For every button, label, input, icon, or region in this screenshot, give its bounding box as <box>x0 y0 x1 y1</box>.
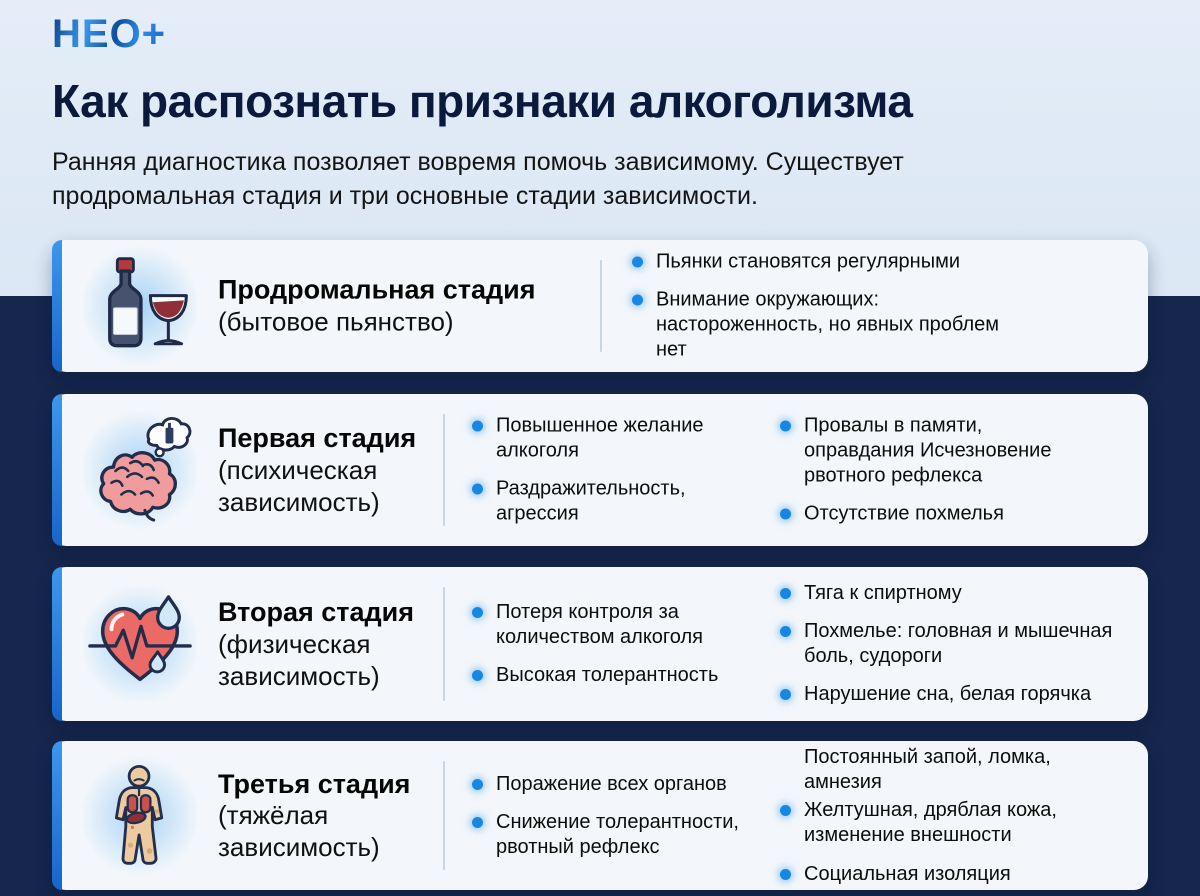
bullet-item <box>780 502 1080 527</box>
stage-name: Вторая стадия <box>218 596 415 627</box>
brain-thought-bottle-icon <box>76 407 204 533</box>
bullet-dot-icon <box>472 817 483 828</box>
bullet-text: Внимание окружающих: настороженность, но явных проблем нет <box>656 288 999 361</box>
bullet-text: Отсутствие похмелья <box>804 502 1004 525</box>
stage-bullet-list <box>780 745 1120 887</box>
stage-head <box>218 596 448 692</box>
subtitle-line-2: продромальная стадия и три основные стадии зависимости. <box>52 181 758 210</box>
stage-head <box>218 274 588 339</box>
bullet-dot-icon <box>780 689 791 700</box>
brain-thought-bottle-graphic <box>86 416 194 524</box>
bullet-text: Тяга к спиртному <box>804 582 962 604</box>
stage-card-first <box>52 394 1148 546</box>
bullet-item <box>780 581 1120 606</box>
bullet-text: Снижение толерантности, рвотный рефлекс <box>496 810 739 858</box>
card-accent-bar <box>52 394 62 546</box>
bullet-dot-icon <box>472 779 483 790</box>
bullet-text: Высокая толерантность <box>496 664 719 686</box>
stage-name: Первая стадия <box>218 422 417 453</box>
bullet-text: Пьянки становятся регулярными <box>656 250 960 273</box>
bullet-text: Повышенное желание алкоголя <box>496 414 704 462</box>
bullet-dot-icon <box>632 295 643 306</box>
wine-bottle-and-glass-icon <box>76 243 204 369</box>
neo-plus-logo: НЕО+ <box>52 12 167 56</box>
stage-card-prodromal <box>52 240 1148 372</box>
bullet-text: Желтушная, дряблая кожа, изменение внешности <box>804 798 1057 846</box>
stage-bullet-list <box>472 772 742 860</box>
bullet-item <box>472 663 742 688</box>
bullet-item <box>780 745 1120 795</box>
bullet-item <box>472 477 742 527</box>
bullet-item <box>780 682 1120 707</box>
card-accent-bar <box>52 741 62 890</box>
wine-bottle-and-glass-graphic <box>88 254 192 358</box>
page-subtitle <box>52 146 904 213</box>
bullet-dot-icon <box>780 509 791 520</box>
subtitle-line-1: Ранняя диагностика позволяет вовремя помочь зависимому. Существует <box>52 148 904 176</box>
bullet-dot-icon <box>472 670 483 681</box>
bullet-dot-icon <box>472 484 483 495</box>
bullet-item <box>472 600 742 650</box>
card-accent-bar <box>52 567 62 721</box>
page-title: Как распознать признаки алкоголизма <box>52 75 913 127</box>
bullet-text: Постоянный запой, ломка, амнезия <box>804 745 1051 793</box>
stage-card-second <box>52 567 1148 721</box>
stage-card-third <box>52 741 1148 890</box>
bullet-text: Раздражительность, агрессия <box>496 477 686 525</box>
column-divider <box>443 587 445 701</box>
stage-head <box>218 767 448 863</box>
stage-bullet-list <box>472 600 742 688</box>
bullet-text: Поражение всех органов <box>496 772 727 795</box>
bullet-dot-icon <box>780 869 791 880</box>
stage-bullet-list <box>632 250 1032 363</box>
stage-qualifier: (физическая зависимость) <box>218 628 380 691</box>
human-body-organs-graphic <box>88 764 192 868</box>
bullet-text: Провалы в памяти, оправдания Исчезновение рвотного рефлекса <box>804 414 1052 487</box>
stage-qualifier: (психическая зависимость) <box>218 454 380 517</box>
bullet-text: Социальная изоляция <box>804 862 1011 885</box>
stage-name: Третья стадия <box>218 768 411 799</box>
stage-qualifier: (тяжёлая зависимость) <box>218 800 380 862</box>
bullet-item <box>780 798 1120 848</box>
bullet-item <box>632 288 1032 363</box>
bullet-dot-icon <box>632 257 643 268</box>
bullet-dot-icon <box>780 588 791 599</box>
stage-bullet-list <box>780 414 1080 527</box>
stage-name: Продромальная стадия <box>218 274 536 305</box>
bullet-text: Нарушение сна, белая горячка <box>804 683 1092 705</box>
bullet-text: Потеря контроля за количеством алкоголя <box>496 601 703 648</box>
bullet-item <box>472 810 742 860</box>
human-body-organs-icon <box>76 753 204 879</box>
column-divider <box>443 761 445 870</box>
bullet-item <box>780 414 1080 489</box>
bullet-item <box>472 772 742 797</box>
bullet-item <box>632 250 1032 275</box>
bullet-dot-icon <box>472 607 483 618</box>
heart-ekg-drops-graphic <box>86 590 194 698</box>
bullet-dot-icon <box>780 421 791 432</box>
heart-ekg-drops-icon <box>76 581 204 707</box>
stage-bullet-list <box>780 581 1120 707</box>
bullet-item <box>780 862 1120 887</box>
bullet-text: Похмелье: головная и мышечная боль, судороги <box>804 620 1113 667</box>
bullet-item <box>780 619 1120 669</box>
bullet-dot-icon <box>472 421 483 432</box>
column-divider <box>443 414 445 526</box>
column-divider <box>600 260 602 352</box>
bullet-item <box>472 414 742 464</box>
bullet-dot-icon <box>780 805 791 816</box>
stage-head <box>218 422 448 518</box>
card-accent-bar <box>52 240 62 372</box>
stage-qualifier: (бытовое пьянство) <box>218 306 454 337</box>
stage-bullet-list <box>472 414 742 527</box>
bullet-dot-icon <box>780 626 791 637</box>
